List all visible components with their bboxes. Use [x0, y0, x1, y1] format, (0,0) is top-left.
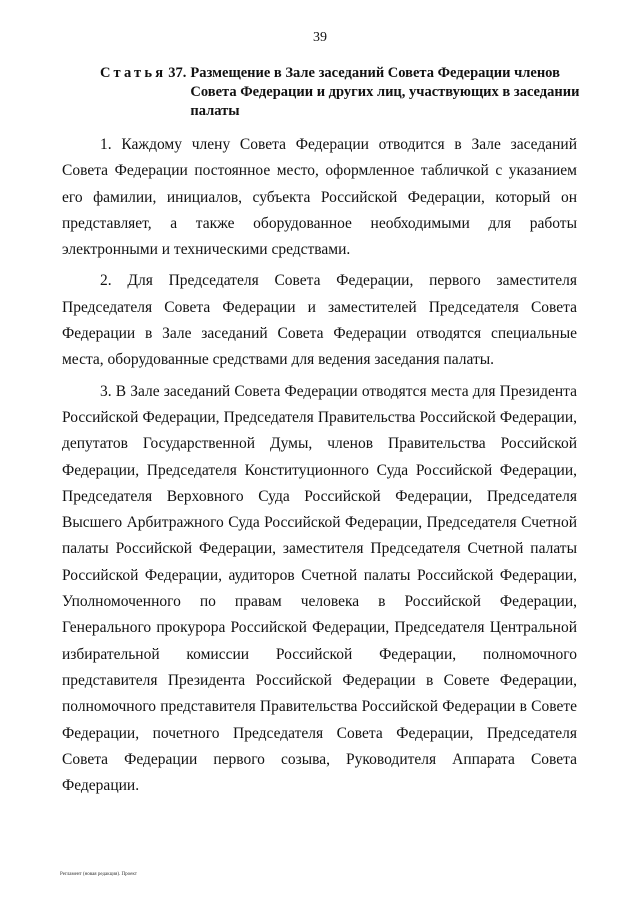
article-title: Размещение в Зале заседаний Совета Федерации членов Совета Федерации и других лиц, участвующих в заседании палаты — [190, 65, 580, 119]
article-body — [62, 132, 577, 804]
paragraph-2: 2. Для Председателя Совета Федерации, первого заместителя Председателя Совета Федерации и заместителей Председателя Совета Федерации в Зале заседаний Совета Федерации отводятся специальные места, оборудованные средствами для ведения заседания палаты. — [62, 272, 577, 369]
article-word: Статья — [100, 65, 167, 81]
article-number: 37. — [168, 65, 187, 81]
article-heading — [100, 64, 580, 121]
page-number: 39 — [313, 30, 327, 45]
paragraph-3: 3. В Зале заседаний Совета Федерации отводятся места для Президента Российской Федерации, Председателя Правительства Российской Федерации, депутатов Государственной Думы, членов Правительства Российской Федерации, Председателя Конституционного Суда Российской Федерации, Председателя Верховного Суда Российской Федерации, Председателя Высшего Арбитражного Суда Российской Федерации, Председателя Счетной палаты Российской Федерации, заместителя Председателя Счетной палаты Российской Федерации, аудиторов Счетной палаты Российской Федерации, Уполномоченного по правам человека в Российской Федерации, Генерального прокурора Российской Федерации, Председателя Центральной избирательной комиссии Российской Федерации, полномочного представителя Президента Российской Федерации в Совете Федерации, полномочного представителя Правительства Российской Федерации в Совете Федерации, почетного Председателя Совета Федерации, Председателя Совета Федерации первого созыва, Руководителя Аппарата Совета Федерации. — [62, 382, 577, 795]
paragraph-1: 1. Каждому члену Совета Федерации отводится в Зале заседаний Совета Федерации постоянное место, оформленное табличкой с указанием его фамилии, инициалов, субъекта Российской Федерации, который он представляет, а также оборудованное необходимыми для работы электронными и техническими средствами. — [62, 136, 577, 259]
footer-note: Регламент (новая редакция). Проект — [60, 872, 137, 877]
